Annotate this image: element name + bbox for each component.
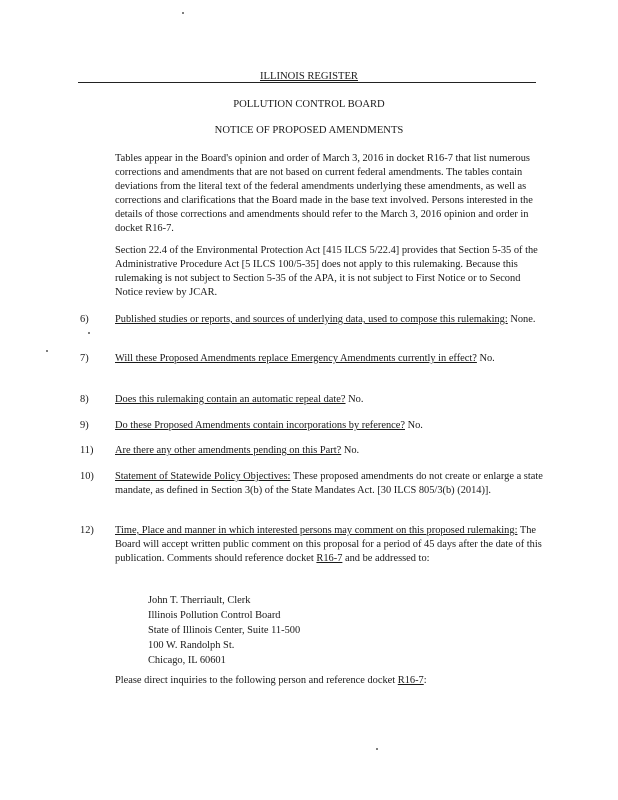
scan-speck <box>182 12 184 14</box>
item-number: 10) <box>80 471 94 482</box>
item-answer-tail: and be addressed to: <box>342 553 430 564</box>
docket-reference: R16-7 <box>316 553 343 564</box>
register-title: ILLINOIS REGISTER <box>260 71 358 82</box>
item-body <box>115 419 547 433</box>
item-number: 6) <box>80 314 89 325</box>
address-name: John T. Therriault, Clerk <box>148 595 251 606</box>
intro-paragraph-2: Section 22.4 of the Environmental Protection Act [415 ILCS 5/22.4] provides that Section 5-35 of the Administrative Procedure Act [5 ILCS 100/5-35] does not apply to this rulemaking. Because this rulemaking is not subject to Section 5-35 of the APA, it is not subject to First Notice or to Second Notice review by JCAR. <box>115 245 538 298</box>
closing-text: Please direct inquiries to the following person and reference docket <box>115 675 398 686</box>
item-heading: Published studies or reports, and sources of underlying data, used to compose this rulemaking: <box>115 314 508 325</box>
address-city: Chicago, IL 60601 <box>148 655 226 666</box>
item-answer: None. <box>507 314 536 325</box>
item-heading: Will these Proposed Amendments replace Emergency Amendments currently in effect? <box>115 353 477 364</box>
item-body <box>115 524 547 566</box>
item-heading: Do these Proposed Amendments contain incorporations by reference? <box>115 420 405 431</box>
closing-tail: : <box>423 675 427 686</box>
notice-title: NOTICE OF PROPOSED AMENDMENTS <box>214 125 404 136</box>
address-org: Illinois Pollution Control Board <box>148 610 281 621</box>
item-answer: The Board will accept written public comment on this proposal for a period of 45 days after the date of this publication. Comments should reference docket <box>115 525 542 564</box>
item-body <box>115 393 547 407</box>
item-answer: No. <box>341 445 360 456</box>
closing-line <box>115 674 547 688</box>
item-answer: No. <box>404 420 423 431</box>
item-answer: These proposed amendments do not create or enlarge a state mandate, as defined in Section 3(b) of the State Mandates Act. [30 ILCS 805/3(b) (2014)]. <box>115 471 543 496</box>
item-body <box>115 352 547 366</box>
item-number: 9) <box>80 420 89 431</box>
item-body <box>115 444 547 458</box>
closing-docket: R16-7 <box>397 675 424 686</box>
item-body <box>115 313 547 327</box>
board-title: POLLUTION CONTROL BOARD <box>233 99 385 110</box>
item-heading: Are there any other amendments pending on this Part? <box>115 445 342 456</box>
item-heading: Time, Place and manner in which interested persons may comment on this proposed rulemaking: <box>115 525 518 536</box>
item-number: 8) <box>80 394 89 405</box>
intro-paragraph-1: Tables appear in the Board's opinion and order of March 3, 2016 in docket R16-7 that list numerous corrections and amendments that are not based on current federal amendments. The tables contain deviations from the literal text of the federal amendments underlying these amendments, as well as corrections and clarifications that the Board made in the base text involved. Persons interested in the details of those corrections and amendments should refer to the March 3, 2016 opinion and order in docket R16-7. <box>115 153 533 234</box>
item-heading: Does this rulemaking contain an automatic repeal date? <box>115 394 346 405</box>
item-answer: No. <box>476 353 495 364</box>
address-street: 100 W. Randolph St. <box>148 640 235 651</box>
item-heading: Statement of Statewide Policy Objectives: <box>115 471 291 482</box>
mailing-address <box>148 594 448 669</box>
scan-speck <box>376 748 378 750</box>
item-answer: No. <box>345 394 364 405</box>
item-number: 11) <box>80 445 94 456</box>
item-body <box>115 470 547 498</box>
item-number: 12) <box>80 525 94 536</box>
scan-speck <box>88 332 90 334</box>
item-number: 7) <box>80 353 89 364</box>
scan-speck <box>46 350 48 352</box>
address-building: State of Illinois Center, Suite 11-500 <box>148 625 301 636</box>
